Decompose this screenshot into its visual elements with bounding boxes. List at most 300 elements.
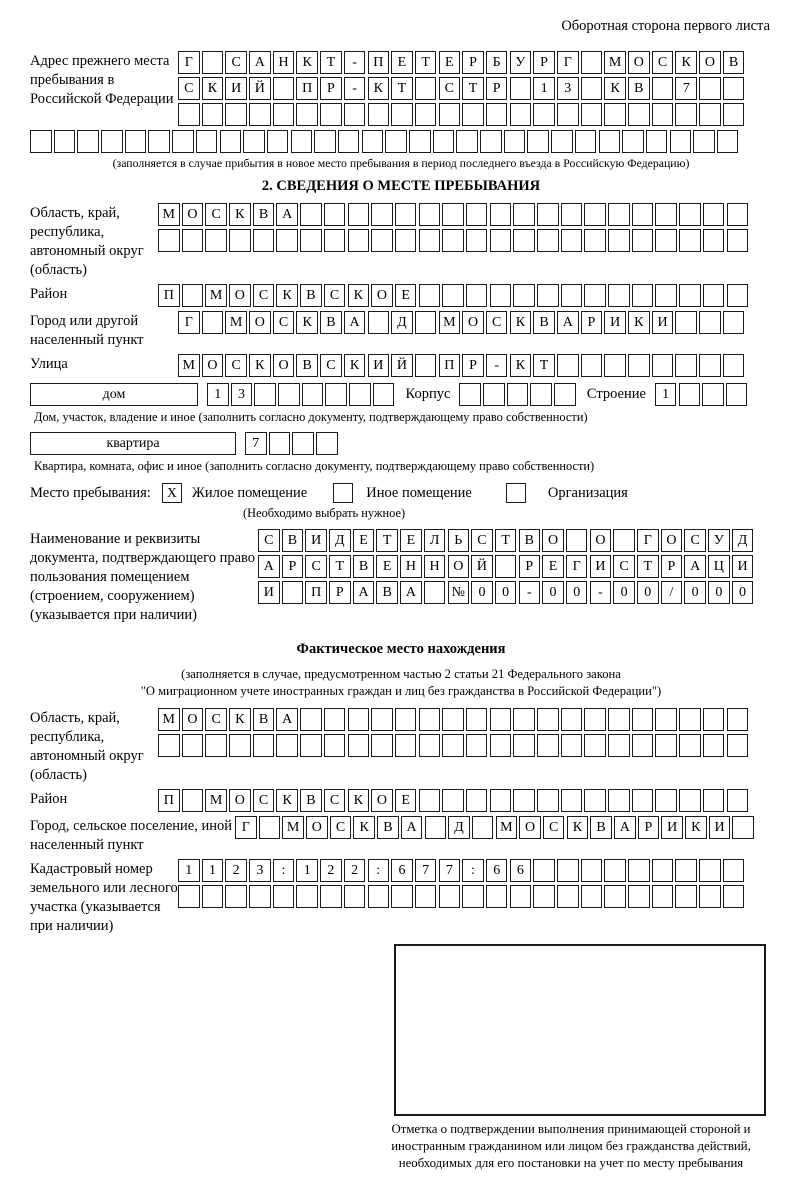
- char-cell[interactable]: Т: [462, 77, 484, 100]
- char-cell[interactable]: К: [368, 77, 390, 100]
- char-cell[interactable]: [419, 229, 441, 252]
- char-cell[interactable]: [466, 284, 488, 307]
- char-cell[interactable]: [276, 734, 298, 757]
- char-cell[interactable]: [652, 885, 674, 908]
- char-cell[interactable]: И: [732, 555, 754, 578]
- char-cell[interactable]: Р: [329, 581, 351, 604]
- char-cell[interactable]: [632, 284, 654, 307]
- char-cell[interactable]: [699, 103, 721, 126]
- char-cell[interactable]: №: [448, 581, 470, 604]
- char-cell[interactable]: :: [273, 859, 295, 882]
- char-cell[interactable]: [462, 103, 484, 126]
- char-cell[interactable]: К: [628, 311, 650, 334]
- char-cell[interactable]: С: [486, 311, 508, 334]
- char-cell[interactable]: [699, 77, 721, 100]
- char-cell[interactable]: М: [439, 311, 461, 334]
- char-cell[interactable]: [581, 859, 603, 882]
- char-cell[interactable]: [727, 708, 749, 731]
- char-cell[interactable]: М: [205, 284, 227, 307]
- checkbox-other-premises[interactable]: [333, 483, 353, 503]
- char-cell[interactable]: [679, 708, 701, 731]
- char-cell[interactable]: [699, 311, 721, 334]
- char-cell[interactable]: [391, 885, 413, 908]
- char-cell[interactable]: [385, 130, 407, 153]
- char-cell[interactable]: И: [590, 555, 612, 578]
- char-cell[interactable]: [557, 103, 579, 126]
- char-cell[interactable]: Г: [637, 529, 659, 552]
- char-cell[interactable]: [703, 284, 725, 307]
- char-cell[interactable]: Д: [732, 529, 754, 552]
- char-cell[interactable]: 0: [637, 581, 659, 604]
- char-cell[interactable]: [699, 885, 721, 908]
- char-cell[interactable]: [267, 130, 289, 153]
- char-cell[interactable]: [679, 789, 701, 812]
- char-cell[interactable]: [727, 284, 749, 307]
- char-cell[interactable]: Е: [400, 529, 422, 552]
- char-cell[interactable]: С: [253, 284, 275, 307]
- char-cell[interactable]: [77, 130, 99, 153]
- char-cell[interactable]: П: [305, 581, 327, 604]
- char-cell[interactable]: В: [628, 77, 650, 100]
- char-cell[interactable]: [395, 203, 417, 226]
- char-cell[interactable]: В: [296, 354, 318, 377]
- char-cell[interactable]: [373, 383, 395, 406]
- char-cell[interactable]: И: [604, 311, 626, 334]
- char-cell[interactable]: М: [158, 203, 180, 226]
- char-cell[interactable]: -: [486, 354, 508, 377]
- char-cell[interactable]: -: [519, 581, 541, 604]
- char-cell[interactable]: А: [400, 581, 422, 604]
- char-cell[interactable]: К: [202, 77, 224, 100]
- char-cell[interactable]: Г: [235, 816, 257, 839]
- char-cell[interactable]: [324, 203, 346, 226]
- char-cell[interactable]: 0: [542, 581, 564, 604]
- char-cell[interactable]: В: [253, 708, 275, 731]
- char-cell[interactable]: К: [344, 354, 366, 377]
- house-type-box[interactable]: [30, 383, 198, 406]
- char-cell[interactable]: 0: [613, 581, 635, 604]
- char-cell[interactable]: [316, 432, 338, 455]
- char-cell[interactable]: И: [305, 529, 327, 552]
- char-cell[interactable]: [344, 103, 366, 126]
- char-cell[interactable]: [225, 885, 247, 908]
- char-cell[interactable]: 0: [566, 581, 588, 604]
- char-cell[interactable]: С: [324, 789, 346, 812]
- char-cell[interactable]: В: [282, 529, 304, 552]
- char-cell[interactable]: К: [353, 816, 375, 839]
- char-cell[interactable]: Т: [329, 555, 351, 578]
- char-cell[interactable]: Ь: [448, 529, 470, 552]
- char-cell[interactable]: [425, 816, 447, 839]
- char-cell[interactable]: [202, 103, 224, 126]
- char-cell[interactable]: [415, 103, 437, 126]
- char-cell[interactable]: [581, 77, 603, 100]
- char-cell[interactable]: [54, 130, 76, 153]
- char-cell[interactable]: Р: [533, 51, 555, 74]
- char-cell[interactable]: [655, 284, 677, 307]
- char-cell[interactable]: [655, 708, 677, 731]
- char-cell[interactable]: [483, 383, 505, 406]
- char-cell[interactable]: [409, 130, 431, 153]
- char-cell[interactable]: [368, 103, 390, 126]
- char-cell[interactable]: [537, 203, 559, 226]
- char-cell[interactable]: [291, 130, 313, 153]
- char-cell[interactable]: С: [258, 529, 280, 552]
- char-cell[interactable]: [723, 354, 745, 377]
- char-cell[interactable]: [202, 311, 224, 334]
- char-cell[interactable]: [439, 103, 461, 126]
- char-cell[interactable]: Т: [376, 529, 398, 552]
- char-cell[interactable]: [368, 311, 390, 334]
- char-cell[interactable]: [675, 885, 697, 908]
- char-cell[interactable]: [727, 789, 749, 812]
- char-cell[interactable]: К: [296, 51, 318, 74]
- char-cell[interactable]: П: [296, 77, 318, 100]
- char-cell[interactable]: 2: [344, 859, 366, 882]
- char-cell[interactable]: 0: [732, 581, 754, 604]
- char-cell[interactable]: 0: [495, 581, 517, 604]
- char-cell[interactable]: [254, 383, 276, 406]
- char-cell[interactable]: [632, 203, 654, 226]
- char-cell[interactable]: [561, 203, 583, 226]
- char-cell[interactable]: [466, 734, 488, 757]
- char-cell[interactable]: [419, 203, 441, 226]
- char-cell[interactable]: [533, 885, 555, 908]
- char-cell[interactable]: [584, 708, 606, 731]
- char-cell[interactable]: [415, 885, 437, 908]
- char-cell[interactable]: [439, 885, 461, 908]
- char-cell[interactable]: К: [604, 77, 626, 100]
- char-cell[interactable]: К: [276, 789, 298, 812]
- char-cell[interactable]: 7: [415, 859, 437, 882]
- char-cell[interactable]: [229, 229, 251, 252]
- char-cell[interactable]: С: [684, 529, 706, 552]
- char-cell[interactable]: [486, 885, 508, 908]
- char-cell[interactable]: [278, 383, 300, 406]
- char-cell[interactable]: В: [353, 555, 375, 578]
- checkbox-organization[interactable]: [506, 483, 526, 503]
- char-cell[interactable]: Й: [249, 77, 271, 100]
- char-cell[interactable]: [125, 130, 147, 153]
- char-cell[interactable]: [466, 708, 488, 731]
- char-cell[interactable]: [513, 789, 535, 812]
- char-cell[interactable]: Д: [329, 529, 351, 552]
- char-cell[interactable]: В: [533, 311, 555, 334]
- char-cell[interactable]: [608, 734, 630, 757]
- char-cell[interactable]: [537, 789, 559, 812]
- char-cell[interactable]: [628, 885, 650, 908]
- char-cell[interactable]: [533, 103, 555, 126]
- char-cell[interactable]: С: [225, 51, 247, 74]
- char-cell[interactable]: [537, 229, 559, 252]
- char-cell[interactable]: П: [158, 789, 180, 812]
- char-cell[interactable]: [419, 789, 441, 812]
- char-cell[interactable]: Г: [566, 555, 588, 578]
- char-cell[interactable]: [703, 229, 725, 252]
- char-cell[interactable]: А: [614, 816, 636, 839]
- char-cell[interactable]: [561, 229, 583, 252]
- char-cell[interactable]: К: [348, 789, 370, 812]
- char-cell[interactable]: [604, 354, 626, 377]
- char-cell[interactable]: -: [590, 581, 612, 604]
- char-cell[interactable]: Б: [486, 51, 508, 74]
- char-cell[interactable]: [320, 885, 342, 908]
- char-cell[interactable]: [158, 229, 180, 252]
- char-cell[interactable]: Т: [495, 529, 517, 552]
- char-cell[interactable]: О: [229, 284, 251, 307]
- char-cell[interactable]: [371, 229, 393, 252]
- char-cell[interactable]: О: [590, 529, 612, 552]
- char-cell[interactable]: [158, 734, 180, 757]
- char-cell[interactable]: [229, 734, 251, 757]
- char-cell[interactable]: [302, 383, 324, 406]
- char-cell[interactable]: Р: [462, 354, 484, 377]
- char-cell[interactable]: [415, 77, 437, 100]
- char-cell[interactable]: [348, 229, 370, 252]
- char-cell[interactable]: [504, 130, 526, 153]
- char-cell[interactable]: [419, 708, 441, 731]
- char-cell[interactable]: [510, 77, 532, 100]
- char-cell[interactable]: [456, 130, 478, 153]
- char-cell[interactable]: В: [253, 203, 275, 226]
- char-cell[interactable]: П: [439, 354, 461, 377]
- char-cell[interactable]: [273, 885, 295, 908]
- char-cell[interactable]: Р: [519, 555, 541, 578]
- char-cell[interactable]: [320, 103, 342, 126]
- char-cell[interactable]: [652, 103, 674, 126]
- char-cell[interactable]: [632, 789, 654, 812]
- char-cell[interactable]: [530, 383, 552, 406]
- char-cell[interactable]: :: [368, 859, 390, 882]
- char-cell[interactable]: А: [353, 581, 375, 604]
- char-cell[interactable]: И: [225, 77, 247, 100]
- char-cell[interactable]: [584, 284, 606, 307]
- char-cell[interactable]: С: [324, 284, 346, 307]
- char-cell[interactable]: [608, 708, 630, 731]
- char-cell[interactable]: С: [613, 555, 635, 578]
- char-cell[interactable]: [581, 51, 603, 74]
- checkbox-residential[interactable]: [162, 483, 182, 503]
- char-cell[interactable]: 1: [207, 383, 229, 406]
- char-cell[interactable]: [480, 130, 502, 153]
- char-cell[interactable]: [726, 383, 748, 406]
- char-cell[interactable]: Е: [439, 51, 461, 74]
- char-cell[interactable]: [723, 311, 745, 334]
- char-cell[interactable]: П: [158, 284, 180, 307]
- char-cell[interactable]: Л: [424, 529, 446, 552]
- char-cell[interactable]: [205, 734, 227, 757]
- char-cell[interactable]: В: [590, 816, 612, 839]
- char-cell[interactable]: С: [652, 51, 674, 74]
- char-cell[interactable]: [561, 734, 583, 757]
- char-cell[interactable]: [371, 734, 393, 757]
- char-cell[interactable]: [490, 229, 512, 252]
- char-cell[interactable]: [324, 734, 346, 757]
- char-cell[interactable]: А: [276, 708, 298, 731]
- char-cell[interactable]: [727, 229, 749, 252]
- char-cell[interactable]: И: [258, 581, 280, 604]
- char-cell[interactable]: 7: [675, 77, 697, 100]
- char-cell[interactable]: [537, 734, 559, 757]
- char-cell[interactable]: [472, 816, 494, 839]
- char-cell[interactable]: [675, 859, 697, 882]
- char-cell[interactable]: 6: [486, 859, 508, 882]
- char-cell[interactable]: Н: [273, 51, 295, 74]
- char-cell[interactable]: [419, 284, 441, 307]
- char-cell[interactable]: С: [253, 789, 275, 812]
- char-cell[interactable]: Г: [178, 311, 200, 334]
- char-cell[interactable]: В: [377, 816, 399, 839]
- char-cell[interactable]: 7: [245, 432, 267, 455]
- char-cell[interactable]: Е: [542, 555, 564, 578]
- char-cell[interactable]: [723, 885, 745, 908]
- char-cell[interactable]: К: [510, 311, 532, 334]
- char-cell[interactable]: С: [178, 77, 200, 100]
- char-cell[interactable]: [300, 229, 322, 252]
- char-cell[interactable]: [652, 859, 674, 882]
- char-cell[interactable]: -: [344, 77, 366, 100]
- char-cell[interactable]: [608, 284, 630, 307]
- char-cell[interactable]: [561, 284, 583, 307]
- char-cell[interactable]: [703, 734, 725, 757]
- char-cell[interactable]: [442, 284, 464, 307]
- char-cell[interactable]: [679, 383, 701, 406]
- char-cell[interactable]: [652, 354, 674, 377]
- apartment-type-box[interactable]: [30, 432, 236, 455]
- char-cell[interactable]: С: [273, 311, 295, 334]
- char-cell[interactable]: А: [344, 311, 366, 334]
- char-cell[interactable]: [182, 284, 204, 307]
- char-cell[interactable]: [604, 859, 626, 882]
- char-cell[interactable]: С: [471, 529, 493, 552]
- char-cell[interactable]: О: [542, 529, 564, 552]
- char-cell[interactable]: Е: [395, 284, 417, 307]
- char-cell[interactable]: [510, 103, 532, 126]
- char-cell[interactable]: [557, 859, 579, 882]
- char-cell[interactable]: [632, 734, 654, 757]
- char-cell[interactable]: Р: [638, 816, 660, 839]
- char-cell[interactable]: [490, 284, 512, 307]
- char-cell[interactable]: [348, 708, 370, 731]
- char-cell[interactable]: [703, 203, 725, 226]
- char-cell[interactable]: А: [276, 203, 298, 226]
- char-cell[interactable]: [182, 734, 204, 757]
- char-cell[interactable]: [442, 203, 464, 226]
- char-cell[interactable]: [202, 885, 224, 908]
- char-cell[interactable]: [679, 229, 701, 252]
- char-cell[interactable]: Р: [486, 77, 508, 100]
- char-cell[interactable]: [646, 130, 668, 153]
- char-cell[interactable]: [391, 103, 413, 126]
- char-cell[interactable]: [296, 885, 318, 908]
- char-cell[interactable]: [513, 203, 535, 226]
- char-cell[interactable]: [561, 789, 583, 812]
- char-cell[interactable]: [344, 885, 366, 908]
- char-cell[interactable]: [537, 708, 559, 731]
- char-cell[interactable]: [273, 103, 295, 126]
- char-cell[interactable]: 1: [655, 383, 677, 406]
- char-cell[interactable]: О: [448, 555, 470, 578]
- char-cell[interactable]: [296, 103, 318, 126]
- char-cell[interactable]: [225, 103, 247, 126]
- char-cell[interactable]: 1: [533, 77, 555, 100]
- char-cell[interactable]: А: [401, 816, 423, 839]
- char-cell[interactable]: [269, 432, 291, 455]
- char-cell[interactable]: 7: [439, 859, 461, 882]
- char-cell[interactable]: [202, 51, 224, 74]
- char-cell[interactable]: [632, 229, 654, 252]
- char-cell[interactable]: [699, 859, 721, 882]
- char-cell[interactable]: [459, 383, 481, 406]
- char-cell[interactable]: 3: [249, 859, 271, 882]
- char-cell[interactable]: А: [684, 555, 706, 578]
- char-cell[interactable]: /: [661, 581, 683, 604]
- char-cell[interactable]: Й: [391, 354, 413, 377]
- char-cell[interactable]: 0: [471, 581, 493, 604]
- char-cell[interactable]: К: [229, 708, 251, 731]
- char-cell[interactable]: Р: [462, 51, 484, 74]
- char-cell[interactable]: [575, 130, 597, 153]
- char-cell[interactable]: [622, 130, 644, 153]
- char-cell[interactable]: [30, 130, 52, 153]
- char-cell[interactable]: [608, 789, 630, 812]
- char-cell[interactable]: [513, 284, 535, 307]
- char-cell[interactable]: [702, 383, 724, 406]
- char-cell[interactable]: [148, 130, 170, 153]
- char-cell[interactable]: [300, 708, 322, 731]
- char-cell[interactable]: [703, 708, 725, 731]
- char-cell[interactable]: К: [229, 203, 251, 226]
- char-cell[interactable]: [495, 555, 517, 578]
- char-cell[interactable]: [466, 203, 488, 226]
- char-cell[interactable]: [699, 354, 721, 377]
- char-cell[interactable]: :: [462, 859, 484, 882]
- char-cell[interactable]: [513, 229, 535, 252]
- char-cell[interactable]: [655, 734, 677, 757]
- char-cell[interactable]: [243, 130, 265, 153]
- char-cell[interactable]: [249, 885, 271, 908]
- char-cell[interactable]: [368, 885, 390, 908]
- char-cell[interactable]: А: [258, 555, 280, 578]
- char-cell[interactable]: [101, 130, 123, 153]
- char-cell[interactable]: 2: [225, 859, 247, 882]
- char-cell[interactable]: О: [202, 354, 224, 377]
- char-cell[interactable]: [300, 203, 322, 226]
- char-cell[interactable]: [490, 203, 512, 226]
- char-cell[interactable]: [442, 734, 464, 757]
- char-cell[interactable]: В: [519, 529, 541, 552]
- char-cell[interactable]: М: [604, 51, 626, 74]
- char-cell[interactable]: [510, 885, 532, 908]
- char-cell[interactable]: [599, 130, 621, 153]
- char-cell[interactable]: [371, 708, 393, 731]
- char-cell[interactable]: [433, 130, 455, 153]
- char-cell[interactable]: О: [371, 789, 393, 812]
- char-cell[interactable]: [581, 103, 603, 126]
- char-cell[interactable]: В: [300, 284, 322, 307]
- char-cell[interactable]: К: [348, 284, 370, 307]
- char-cell[interactable]: 3: [557, 77, 579, 100]
- char-cell[interactable]: [205, 229, 227, 252]
- char-cell[interactable]: [513, 708, 535, 731]
- char-cell[interactable]: С: [543, 816, 565, 839]
- char-cell[interactable]: О: [229, 789, 251, 812]
- char-cell[interactable]: [415, 354, 437, 377]
- char-cell[interactable]: О: [249, 311, 271, 334]
- char-cell[interactable]: [300, 734, 322, 757]
- char-cell[interactable]: Ц: [708, 555, 730, 578]
- char-cell[interactable]: [675, 103, 697, 126]
